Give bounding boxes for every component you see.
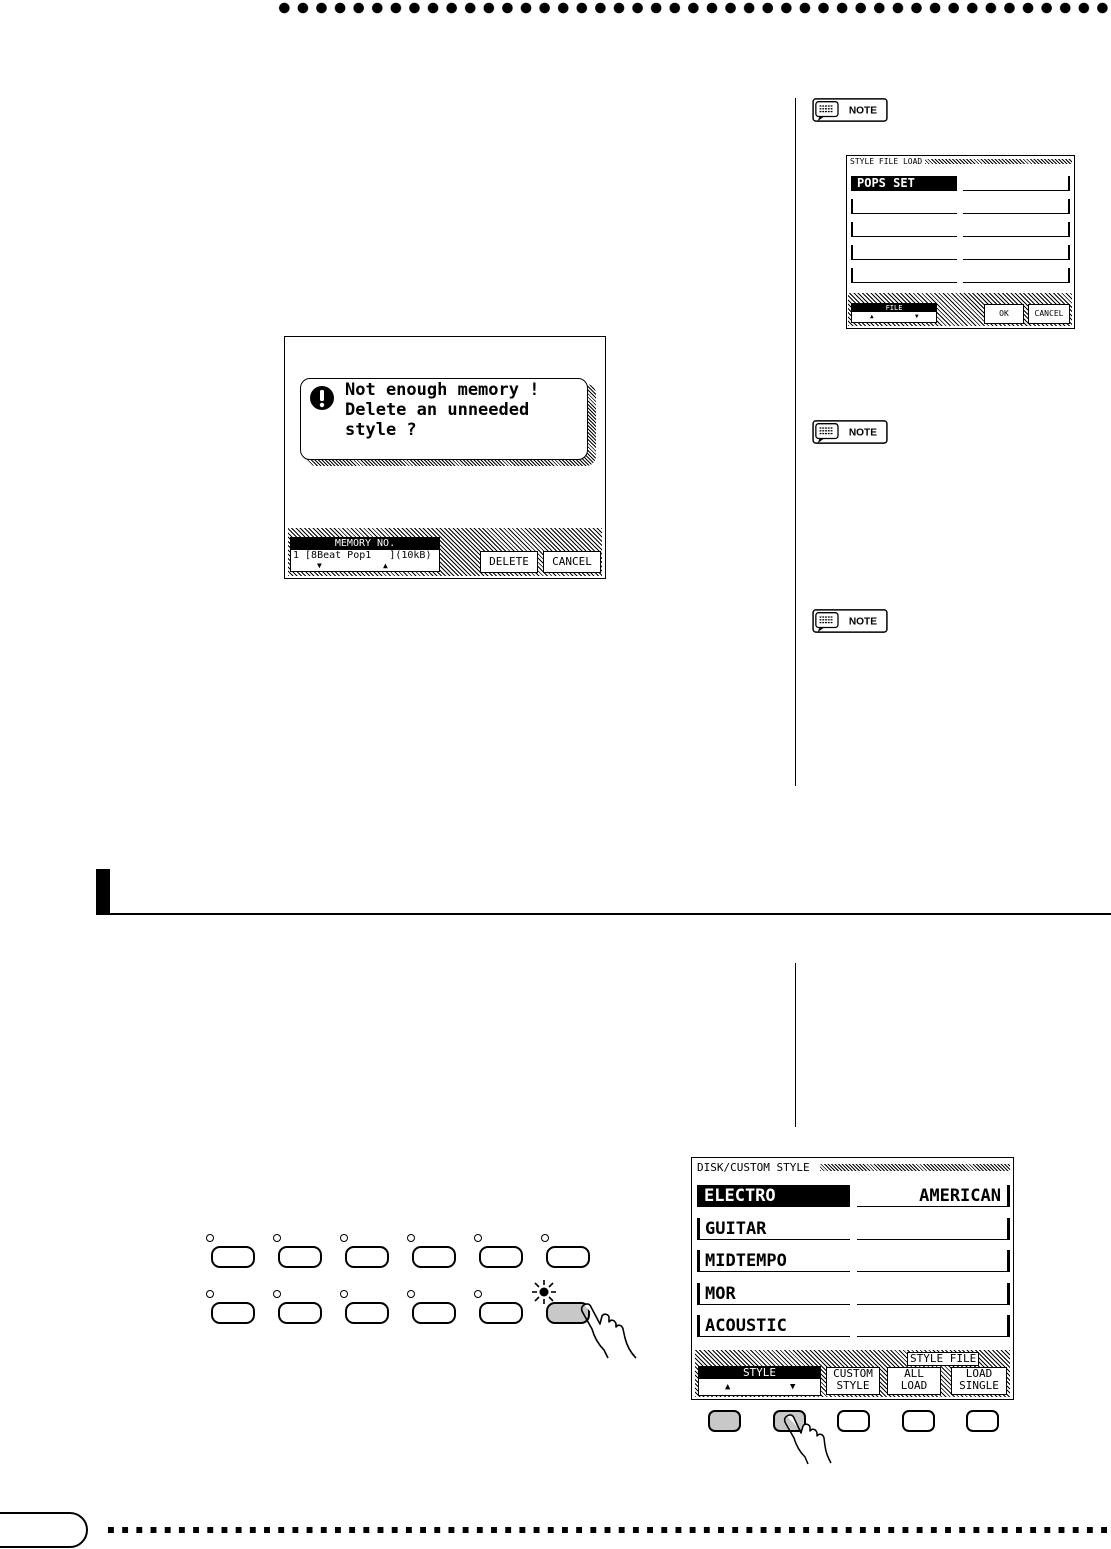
sidebar-rule-top: [795, 98, 796, 786]
style-file-load-screen: [846, 155, 1075, 329]
panel-button[interactable]: [479, 1302, 523, 1324]
custom-style-button[interactable]: [826, 1367, 880, 1395]
button-lamp: [206, 1290, 214, 1298]
button-lamp: [407, 1290, 415, 1298]
page-number-tab: [0, 1512, 88, 1548]
button-lamp: [340, 1234, 348, 1242]
button-lamp: [541, 1234, 549, 1242]
style-item[interactable]: GUITAR: [697, 1218, 850, 1240]
file-row-right[interactable]: [963, 176, 1070, 191]
button-line: STYLE: [836, 1379, 870, 1392]
load-single-button[interactable]: [951, 1367, 1007, 1395]
up-arrow-icon[interactable]: ▲: [870, 313, 874, 320]
style-item-right[interactable]: [857, 1218, 1010, 1240]
ok-button[interactable]: OK: [984, 304, 1024, 324]
screen-title: DISK/CUSTOM STYLE: [697, 1161, 813, 1175]
panel-button[interactable]: [479, 1246, 523, 1268]
button-lamp: [273, 1290, 281, 1298]
style-item-right[interactable]: [857, 1315, 1010, 1337]
button-lamp: [340, 1290, 348, 1298]
lcd-button[interactable]: [837, 1410, 870, 1432]
pressing-hand-icon: [578, 1302, 640, 1360]
note-icon: [810, 98, 890, 122]
file-row-selected[interactable]: POPS SET: [851, 176, 957, 191]
file-selector[interactable]: [851, 303, 937, 323]
message-box: [300, 378, 588, 460]
section-heading-rule: [96, 913, 1111, 915]
style-label: STYLE: [699, 1367, 820, 1379]
title-hatch: [820, 1164, 1010, 1171]
file-row-right[interactable]: [963, 222, 1070, 237]
message-line-3: style ?: [345, 420, 417, 440]
file-row-right[interactable]: [963, 268, 1070, 283]
style-item[interactable]: MOR: [697, 1283, 850, 1305]
button-line: LOAD: [900, 1379, 928, 1392]
down-arrow-icon[interactable]: ▼: [317, 561, 322, 570]
button-line: SINGLE: [959, 1379, 999, 1392]
style-item[interactable]: ACOUSTIC: [697, 1315, 850, 1337]
style-item-right[interactable]: AMERICAN: [857, 1185, 1010, 1207]
note-icon: [810, 420, 890, 444]
panel-button[interactable]: [412, 1302, 456, 1324]
button-lamp: [206, 1234, 214, 1242]
title-hatch: [925, 159, 1072, 164]
panel-button[interactable]: [278, 1302, 322, 1324]
file-row[interactable]: [851, 222, 957, 237]
panel-button[interactable]: [546, 1246, 590, 1268]
memory-selector[interactable]: [290, 537, 440, 572]
delete-button[interactable]: DELETE: [480, 551, 538, 573]
style-selector[interactable]: [698, 1366, 821, 1396]
style-file-label: STYLE FILE: [907, 1352, 979, 1366]
panel-button[interactable]: [278, 1246, 322, 1268]
note-label: NOTE: [848, 105, 878, 117]
panel-button[interactable]: [211, 1302, 255, 1324]
up-arrow-icon[interactable]: ▲: [725, 1382, 731, 1392]
lcd-button[interactable]: [966, 1410, 999, 1432]
file-row-right[interactable]: [963, 245, 1070, 260]
note-icon: [810, 609, 890, 633]
button-lamp: [273, 1234, 281, 1242]
message-line-2: Delete an unneeded: [345, 400, 530, 420]
memory-no-label: MEMORY NO.: [291, 538, 439, 550]
panel-button[interactable]: [412, 1246, 456, 1268]
warning-icon: [309, 385, 335, 411]
cancel-button[interactable]: CANCEL: [543, 551, 601, 573]
pressing-hand-icon: [782, 1413, 832, 1465]
cancel-button[interactable]: CANCEL: [1028, 304, 1070, 324]
note-label: NOTE: [848, 616, 878, 628]
button-line: CUSTOM: [833, 1367, 873, 1380]
button-lamp: [474, 1234, 482, 1242]
note-label: NOTE: [848, 427, 878, 439]
footer-dotted-rule: [108, 1526, 1111, 1534]
file-row-right[interactable]: [963, 199, 1070, 214]
file-row[interactable]: [851, 199, 957, 214]
all-load-button[interactable]: [887, 1367, 941, 1395]
memory-warning-screen: [284, 336, 606, 579]
button-line: LOAD: [965, 1367, 993, 1380]
button-lamp: [407, 1234, 415, 1242]
panel-button[interactable]: [211, 1246, 255, 1268]
screen-title: STYLE FILE LOAD: [850, 157, 925, 167]
down-arrow-icon[interactable]: ▼: [915, 313, 919, 320]
sidebar-rule-bottom: [795, 963, 796, 1127]
file-row[interactable]: [851, 268, 957, 283]
message-line-1: Not enough memory !: [345, 380, 540, 400]
lcd-button[interactable]: [902, 1410, 935, 1432]
style-item-selected[interactable]: ELECTRO: [697, 1185, 850, 1207]
button-lamp: [474, 1290, 482, 1298]
style-item-right[interactable]: [857, 1250, 1010, 1272]
up-arrow-icon[interactable]: ▲: [383, 561, 388, 570]
header-dotted-rule: [275, 0, 1111, 16]
style-item-right[interactable]: [857, 1283, 1010, 1305]
style-item[interactable]: MIDTEMPO: [697, 1250, 850, 1272]
memory-value: 1 [8Beat Pop1 ](10kB): [293, 550, 432, 561]
file-row[interactable]: [851, 245, 957, 260]
lcd-button[interactable]: [708, 1410, 741, 1432]
panel-button[interactable]: [345, 1302, 389, 1324]
button-line: ALL: [904, 1367, 924, 1380]
disk-custom-style-screen: [691, 1157, 1014, 1400]
down-arrow-icon[interactable]: ▼: [790, 1382, 796, 1392]
file-label: FILE: [852, 304, 936, 312]
panel-button[interactable]: [345, 1246, 389, 1268]
section-heading-marker: [96, 869, 110, 915]
lit-lamp-icon: [532, 1280, 556, 1304]
